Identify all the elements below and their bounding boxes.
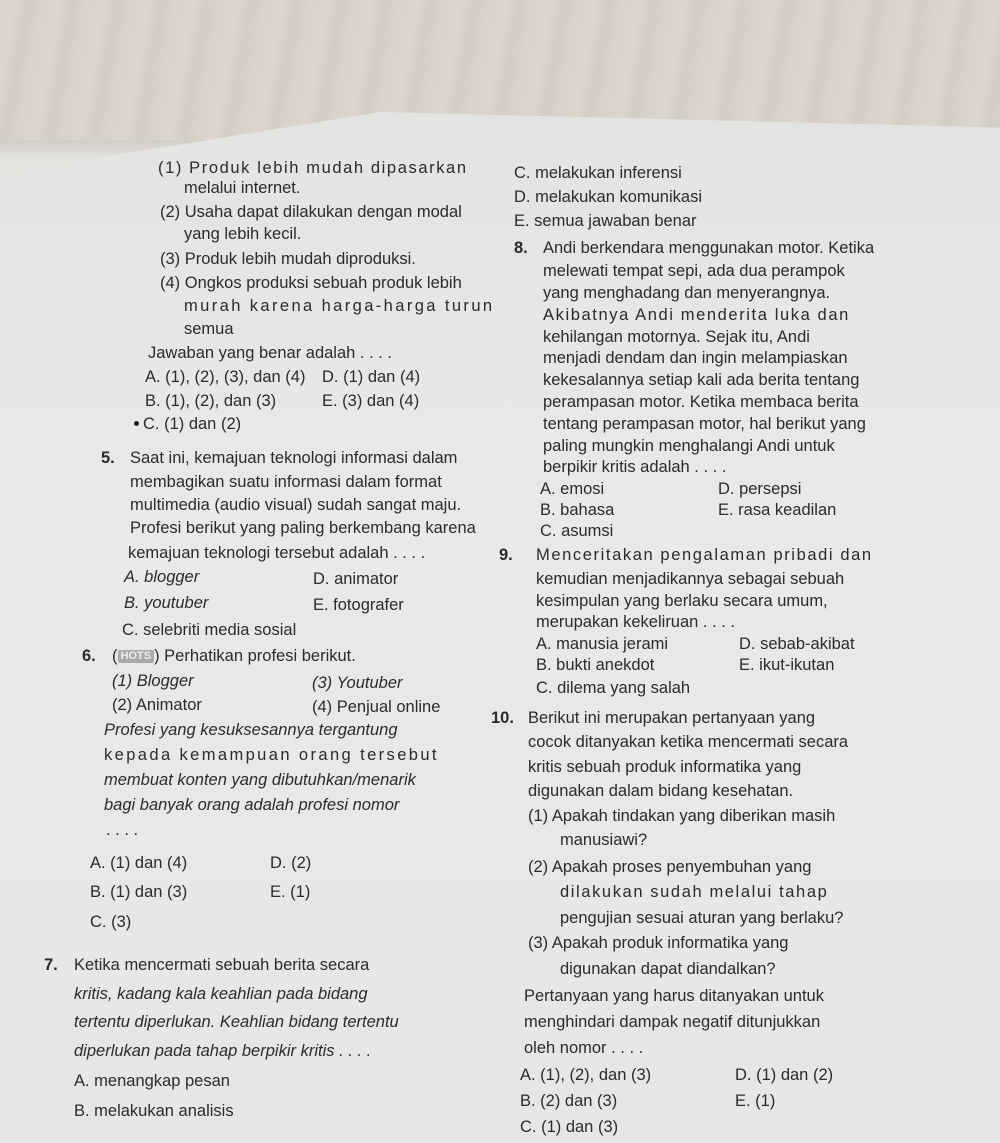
q5-option-a: A. blogger xyxy=(124,568,200,586)
q4-statement-2-cont: yang lebih kecil. xyxy=(184,225,302,243)
q10-option-a: A. (1), (2), dan (3) xyxy=(520,1066,652,1084)
q7-option-a: A. menangkap pesan xyxy=(74,1072,230,1090)
q4-statement-4-cont: murah karena harga-harga turun xyxy=(184,297,495,315)
q10-line-7: oleh nomor . . . . xyxy=(524,1039,644,1057)
q9-line-4: merupakan kekeliruan . . . . xyxy=(536,613,736,631)
q6-line-3: kepada kemampuan orang tersebut xyxy=(104,746,439,764)
q10-line-4: digunakan dalam bidang kesehatan. xyxy=(528,782,794,800)
q7-line-3: tertentu diperlukan. Keahlian bidang tertentu xyxy=(74,1013,399,1031)
q8-line-10: paling mungkin menghalangi Andi untuk xyxy=(543,437,835,455)
q8-line-7: kekesalannya setiap kali ada berita tentang xyxy=(543,371,860,389)
q4-option-a: A. (1), (2), (3), dan (4) xyxy=(145,368,306,386)
q9-option-a: A. manusia jerami xyxy=(536,635,669,653)
q3-option-d: D. melakukan komunikasi xyxy=(514,188,702,206)
q10-line-3: kritis sebuah produk informatika yang xyxy=(528,758,802,776)
q10-item-2-cont: dilakukan sudah melalui tahap xyxy=(560,883,829,901)
q6-line-6: . . . . xyxy=(106,821,139,839)
q5-line-4: Profesi berikut yang paling berkembang karena xyxy=(130,519,476,537)
q9-option-c: C. dilema yang salah xyxy=(536,679,691,697)
q10-item-3-cont: digunakan dapat diandalkan? xyxy=(560,960,776,978)
q10-option-d: D. (1) dan (2) xyxy=(735,1066,834,1084)
q9-line-3: kesimpulan yang berlaku secara umum, xyxy=(536,592,828,610)
hots-badge: HOTS xyxy=(118,650,155,663)
q4-statement-4-cont2: semua xyxy=(184,320,234,338)
q10-option-e: E. (1) xyxy=(735,1092,776,1110)
q10-line-2: cocok ditanyakan ketika mencermati secara xyxy=(528,733,849,751)
q4-option-b: B. (1), (2), dan (3) xyxy=(145,392,277,410)
q4-option-d: D. (1) dan (4) xyxy=(322,368,421,386)
q8-line-5: kehilangan motornya. Sejak itu, Andi xyxy=(543,328,810,346)
q4-statement-1: (1) Produk lebih mudah dipasarkan xyxy=(158,159,468,177)
q6-line-4: membuat konten yang dibutuhkan/menarik xyxy=(104,771,416,789)
q6-option-b: B. (1) dan (3) xyxy=(90,883,188,901)
q5-option-d: D. animator xyxy=(313,570,399,588)
q5-line-5: kemajuan teknologi tersebut adalah . . . . xyxy=(128,544,426,562)
q8-option-b: B. bahasa xyxy=(540,501,615,519)
q7-line-2: kritis, kadang kala keahlian pada bidang xyxy=(74,985,368,1003)
q8-option-c: C. asumsi xyxy=(540,522,614,540)
q8-option-a: A. emosi xyxy=(540,480,605,498)
q8-line-2: melewati tempat sepi, ada dua perampok xyxy=(543,262,845,280)
q4-stem: Jawaban yang benar adalah . . . . xyxy=(148,344,393,362)
q6-line-5: bagi banyak orang adalah profesi nomor xyxy=(104,796,400,814)
q10-number: 10. xyxy=(491,709,514,727)
q8-option-e: E. rasa keadilan xyxy=(718,501,837,519)
q9-line-1: Menceritakan pengalaman pribadi dan xyxy=(536,546,873,564)
q8-line-9: tentang perampasan motor, hal berikut yang xyxy=(543,415,866,433)
q8-line-4: Akibatnya Andi menderita luka dan xyxy=(543,306,850,324)
q9-line-2: kemudian menjadikannya sebagai sebuah xyxy=(536,570,845,588)
q5-option-e: E. fotografer xyxy=(313,596,404,614)
q10-line-6: menghindari dampak negatif ditunjukkan xyxy=(524,1013,821,1031)
q6-item-3: (3) Youtuber xyxy=(312,674,403,692)
q5-option-c: C. selebriti media sosial xyxy=(122,621,297,639)
q7-line-4: diperlukan pada tahap berpikir kritis . . . . xyxy=(74,1042,372,1060)
q6-line-1-text: ) Perhatikan profesi berikut. xyxy=(154,647,356,665)
q10-item-1-cont: manusiawi? xyxy=(560,831,648,849)
q9-option-b: B. bukti anekdot xyxy=(536,656,655,674)
q6-option-e: E. (1) xyxy=(270,883,311,901)
q8-line-1: Andi berkendara menggunakan motor. Ketika xyxy=(543,239,875,257)
answer-mark-dot xyxy=(134,421,139,426)
q6-item-4: (4) Penjual online xyxy=(312,698,441,716)
q7-line-1: Ketika mencermati sebuah berita secara xyxy=(74,956,370,974)
q9-option-d: D. sebab-akibat xyxy=(739,635,855,653)
q5-line-3: multimedia (audio visual) sudah sangat maju. xyxy=(130,496,462,514)
q5-number: 5. xyxy=(101,449,115,467)
q6-item-1: (1) Blogger xyxy=(112,672,194,690)
q6-line-2: Profesi yang kesuksesannya tergantung xyxy=(104,721,398,739)
q8-option-d: D. persepsi xyxy=(718,480,802,498)
q5-line-1: Saat ini, kemajuan teknologi informasi dalam xyxy=(130,449,458,467)
q10-option-b: B. (2) dan (3) xyxy=(520,1092,618,1110)
q4-statement-3: (3) Produk lebih mudah diproduksi. xyxy=(160,250,416,268)
q7-number: 7. xyxy=(44,956,58,974)
q3-option-e: E. semua jawaban benar xyxy=(514,212,697,230)
q4-statement-1-cont: melalui internet. xyxy=(184,179,301,197)
q6-number: 6. xyxy=(82,647,96,665)
q9-number: 9. xyxy=(499,546,513,564)
q8-number: 8. xyxy=(514,239,528,257)
q6-line-1: ( HOTS ) Perhatikan profesi berikut. xyxy=(112,647,356,665)
q6-option-a: A. (1) dan (4) xyxy=(90,854,188,872)
q9-option-e: E. ikut-ikutan xyxy=(739,656,835,674)
q6-item-2: (2) Animator xyxy=(112,696,202,714)
q8-line-3: yang menghadang dan menyerangnya. xyxy=(543,284,831,302)
q4-statement-4: (4) Ongkos produksi sebuah produk lebih xyxy=(160,274,462,292)
q10-item-1: (1) Apakah tindakan yang diberikan masih xyxy=(528,807,836,825)
q6-option-c: C. (3) xyxy=(90,913,132,931)
q8-line-11: berpikir kritis adalah . . . . xyxy=(543,458,727,476)
q3-option-c: C. melakukan inferensi xyxy=(514,164,682,182)
q5-option-b: B. youtuber xyxy=(124,594,209,612)
q4-option-c: C. (1) dan (2) xyxy=(143,415,242,433)
q6-option-d: D. (2) xyxy=(270,854,312,872)
q4-statement-2: (2) Usaha dapat dilakukan dengan modal xyxy=(160,203,462,221)
q7-option-b: B. melakukan analisis xyxy=(74,1102,234,1120)
q10-line-1: Berikut ini merupakan pertanyaan yang xyxy=(528,709,816,727)
q10-line-5: Pertanyaan yang harus ditanyakan untuk xyxy=(524,987,824,1005)
q4-option-e: E. (3) dan (4) xyxy=(322,392,420,410)
q5-line-2: membagikan suatu informasi dalam format xyxy=(130,473,442,491)
q10-item-3: (3) Apakah produk informatika yang xyxy=(528,934,789,952)
q10-item-2: (2) Apakah proses penyembuhan yang xyxy=(528,858,812,876)
q10-option-c: C. (1) dan (3) xyxy=(520,1118,619,1136)
q8-line-6: menjadi dendam dan ingin melampiaskan xyxy=(543,349,848,367)
q10-item-2-cont2: pengujian sesuai aturan yang berlaku? xyxy=(560,909,844,927)
q8-line-8: perampasan motor. Ketika membaca berita xyxy=(543,393,859,411)
